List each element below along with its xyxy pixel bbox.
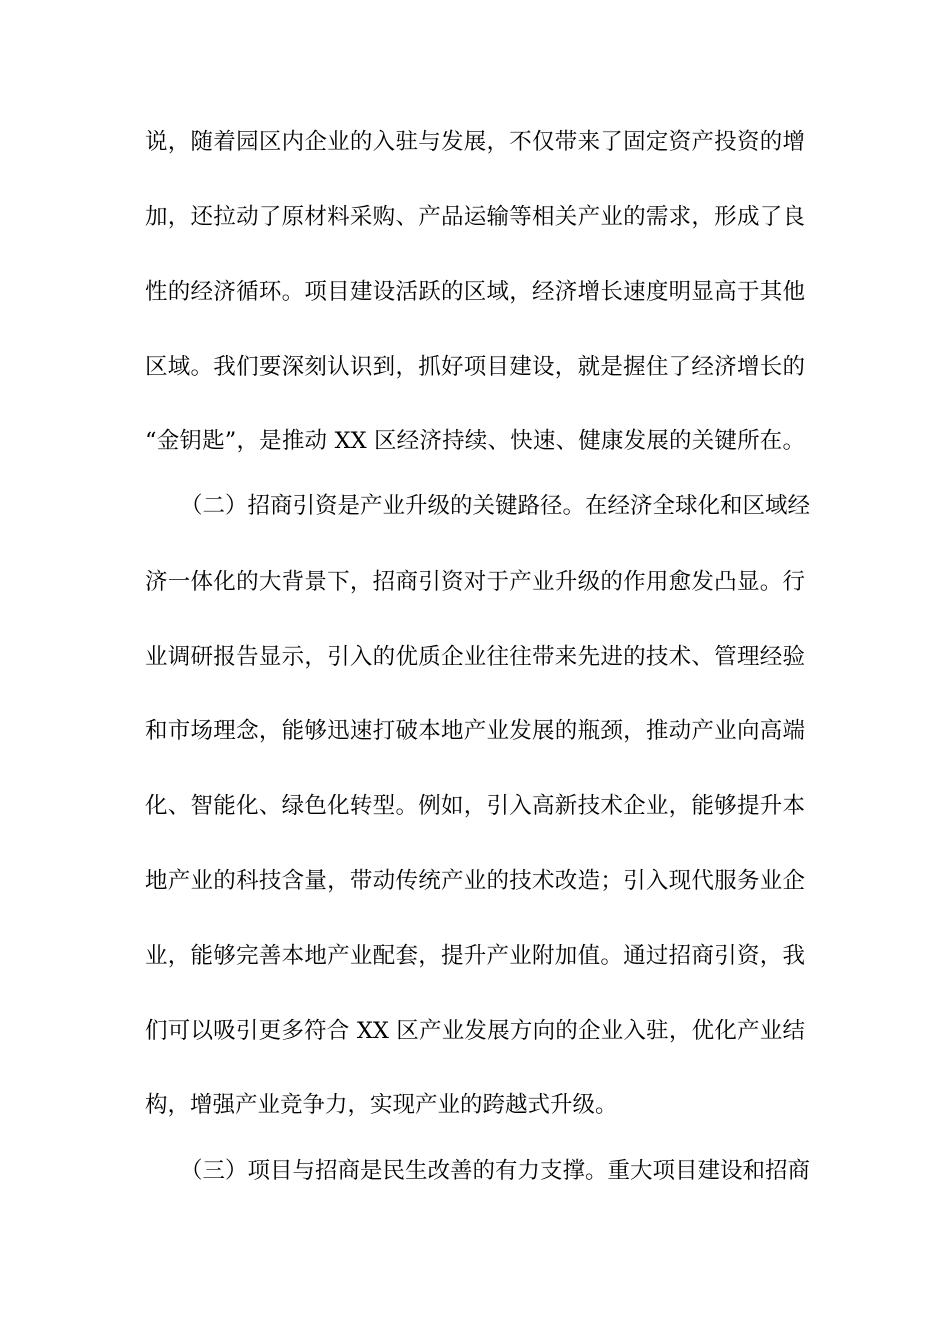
paragraph-line: 区域。我们要深刻认识到，抓好项目建设，就是握住了经济增长的 bbox=[145, 354, 805, 380]
paragraph-line: 性的经济循环。项目建设活跃的区域，经济增长速度明显高于其他 bbox=[145, 279, 805, 305]
paragraph-line: 和市场理念，能够迅速打破本地产业发展的瓶颈，推动产业向高端 bbox=[145, 718, 805, 744]
paragraph-line: 济一体化的大背景下，招商引资对于产业升级的作用愈发凸显。行 bbox=[145, 569, 805, 595]
paragraph-line: “金钥匙”，是推动 XX 区经济持续、快速、健康发展的关键所在。 bbox=[145, 428, 805, 454]
paragraph-line: 业，能够完善本地产业配套，提升产业附加值。通过招商引资，我 bbox=[145, 943, 805, 969]
paragraph-line: 构，增强产业竞争力，实现产业的跨越式升级。 bbox=[145, 1092, 618, 1118]
paragraph-line: 业调研报告显示，引入的优质企业往往带来先进的技术、管理经验 bbox=[145, 644, 805, 670]
section-heading-line: （三）项目与招商是民生改善的有力支撑。重大项目建设和招商 bbox=[180, 1158, 811, 1184]
paragraph-line: 说，随着园区内企业的入驻与发展，不仅带来了固定资产投资的增 bbox=[145, 129, 805, 155]
paragraph-line: 们可以吸引更多符合 XX 区产业发展方向的企业入驻，优化产业结 bbox=[145, 1018, 805, 1044]
paragraph-line: 加，还拉动了原材料采购、产品运输等相关产业的需求，形成了良 bbox=[145, 204, 805, 230]
paragraph-line: 化、智能化、绿色化转型。例如，引入高新技术企业，能够提升本 bbox=[145, 793, 805, 819]
paragraph-line: 地产业的科技含量，带动传统产业的技术改造；引入现代服务业企 bbox=[145, 868, 805, 894]
section-heading-line: （二）招商引资是产业升级的关键路径。在经济全球化和区域经 bbox=[180, 493, 811, 519]
